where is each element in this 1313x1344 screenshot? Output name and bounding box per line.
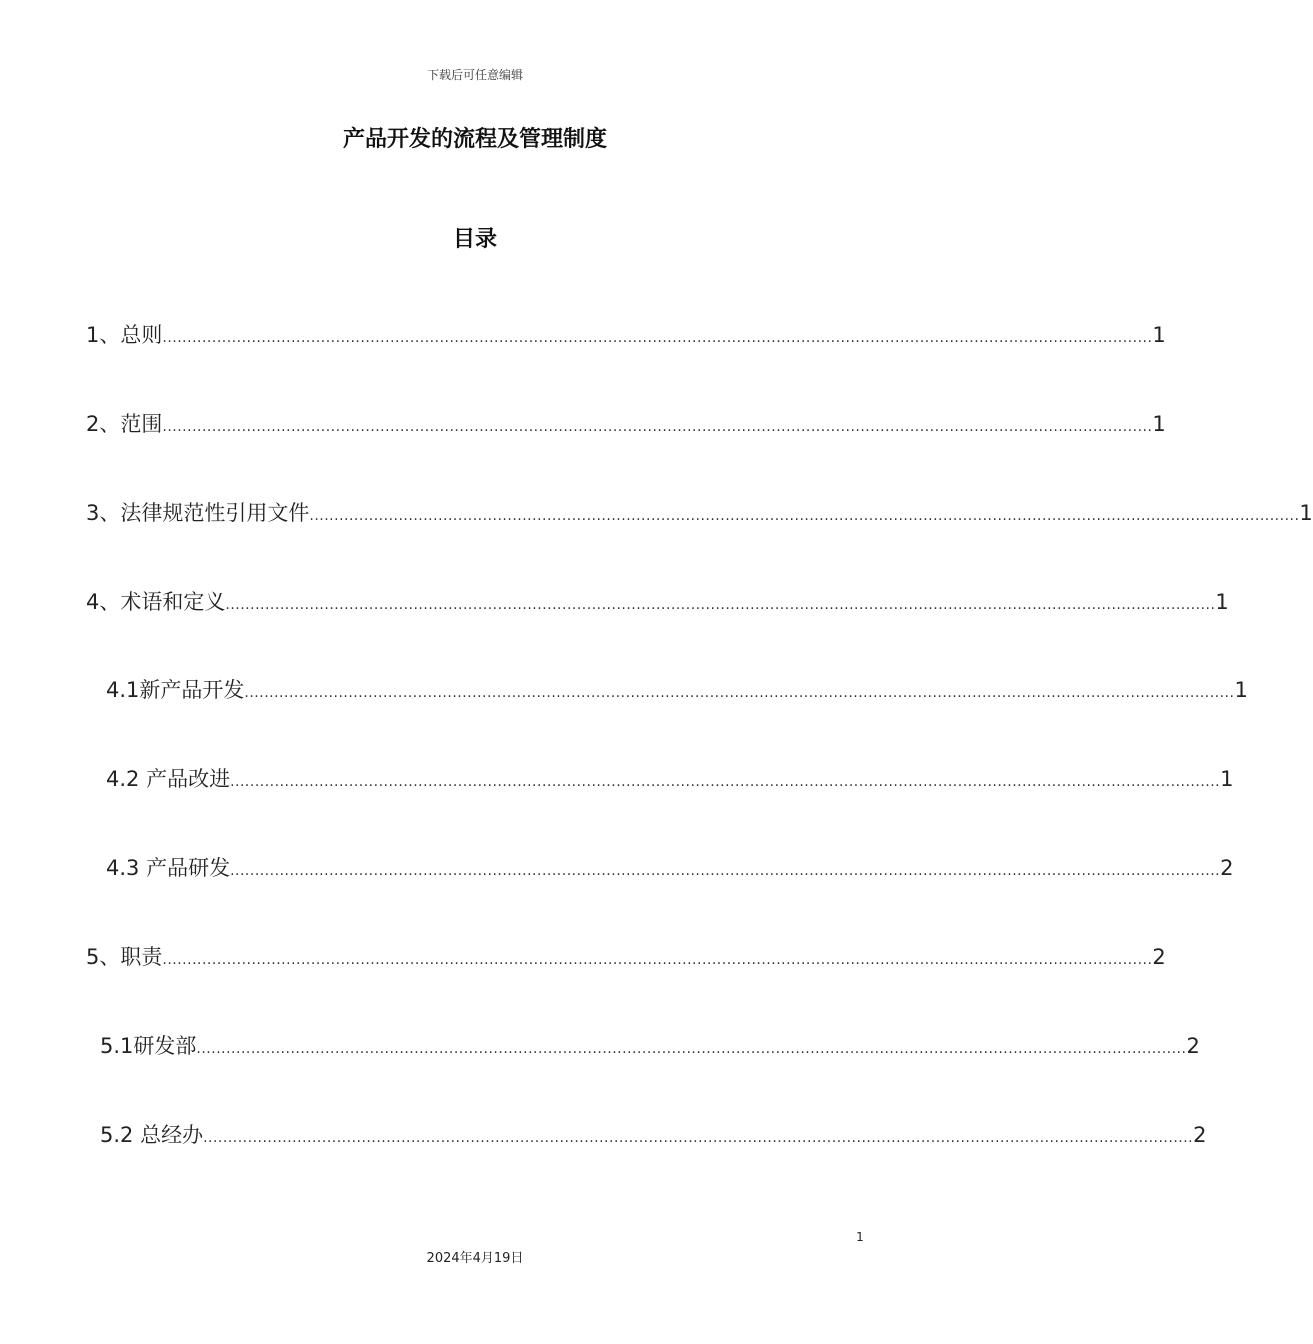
toc-entry[interactable] xyxy=(106,764,1234,794)
toc-entry-page: 2 xyxy=(1193,1123,1207,1147)
toc-entry[interactable] xyxy=(86,587,1229,617)
toc-entry-page: 1 xyxy=(1299,501,1313,525)
toc-entry-label: 4.1新产品开发 xyxy=(106,678,245,702)
toc-dot-leader: ........................................................................................................................................................................................................ xyxy=(230,863,1221,879)
toc-entry[interactable] xyxy=(100,1031,1200,1061)
page-number: 1 xyxy=(856,1230,864,1244)
footer-date: 2024年4月19日 xyxy=(426,1251,524,1266)
toc-entry-label: 4.2 产品改进 xyxy=(106,767,231,791)
toc-entry-label: 5、职责 xyxy=(86,945,163,969)
toc-entry-page: 1 xyxy=(1152,412,1166,436)
toc-dot-leader: ........................................................................................................................................................................................................ xyxy=(162,330,1153,346)
toc-dot-leader: ........................................................................................................................................................................................................ xyxy=(196,1041,1187,1057)
toc-dot-leader: ........................................................................................................................................................................................................ xyxy=(244,685,1235,701)
toc-entry-label: 1、总则 xyxy=(86,323,163,347)
header-note: 下载后可任意编辑 xyxy=(426,68,523,82)
toc-entry[interactable] xyxy=(86,320,1166,350)
toc-dot-leader: ........................................................................................................................................................................................................ xyxy=(162,419,1153,435)
toc-entry-page: 1 xyxy=(1152,323,1166,347)
toc-entry-label: 4.3 产品研发 xyxy=(106,856,231,880)
toc-entry[interactable] xyxy=(86,409,1166,439)
toc-entry-page: 2 xyxy=(1220,856,1234,880)
toc-dot-leader: ........................................................................................................................................................................................................ xyxy=(203,1130,1194,1146)
toc-dot-leader: ........................................................................................................................................................................................................ xyxy=(225,597,1216,613)
toc-entry-label: 5.2 总经办 xyxy=(100,1123,204,1147)
toc-entry[interactable] xyxy=(106,853,1234,883)
toc-entry-label: 2、范围 xyxy=(86,412,163,436)
toc-entry[interactable] xyxy=(106,675,1248,705)
toc-entry[interactable] xyxy=(100,1120,1207,1150)
toc-entry-page: 2 xyxy=(1152,945,1166,969)
toc-dot-leader: ........................................................................................................................................................................................................ xyxy=(230,774,1221,790)
toc-dot-leader: ........................................................................................................................................................................................................ xyxy=(162,952,1153,968)
toc-heading: 目录 xyxy=(452,227,497,252)
toc-entry-label: 4、术语和定义 xyxy=(86,590,226,614)
toc-entry-page: 2 xyxy=(1186,1034,1200,1058)
toc-dot-leader: ........................................................................................................................................................................................................ xyxy=(309,508,1300,524)
document-title: 产品开发的流程及管理制度 xyxy=(342,127,607,152)
toc-entry-page: 1 xyxy=(1220,767,1234,791)
toc-entry-page: 1 xyxy=(1215,590,1229,614)
toc-entry-page: 1 xyxy=(1234,678,1248,702)
toc-entry-label: 5.1研发部 xyxy=(100,1034,197,1058)
toc-entry[interactable] xyxy=(86,498,1313,528)
toc-entry-label: 3、法律规范性引用文件 xyxy=(86,501,310,525)
toc-entry[interactable] xyxy=(86,942,1166,972)
